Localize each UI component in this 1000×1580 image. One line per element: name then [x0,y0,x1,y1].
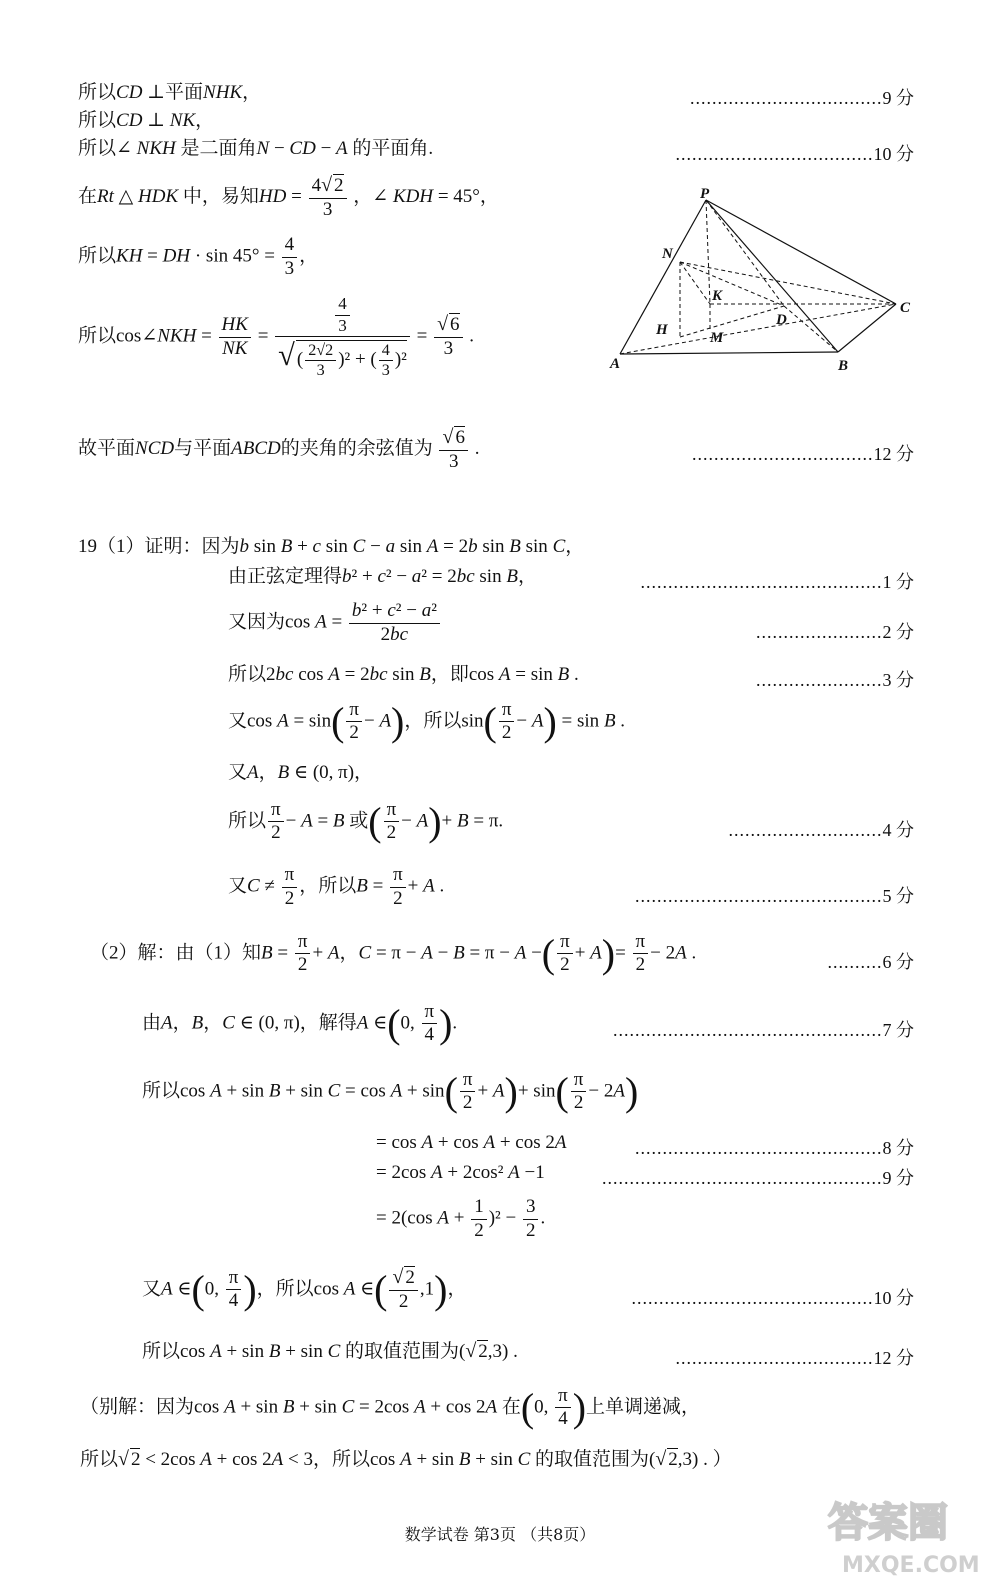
fraction-cos-big: $\frac{4}{3}$ √ ( $\frac{2√2}{3}$ )² + ( $\frac{4}{3}$ )² [275,294,410,381]
label-h: H [656,322,668,338]
q19-alt-1: （别解：因为cos A + sin B + sin C = 2cos A + cos 2A 在(0, $\frac{\pi}{4}$ )上单调递减， [80,1384,701,1430]
label-m: M [710,330,724,346]
score-marker: ...................................................9 分 [602,1168,914,1188]
q19-part2-step-6: 又A ∈(0, $\frac{\pi}{4}$ )，所以cos A ∈( $\frac{√ 2}{2}$ ,1)， [142,1266,467,1312]
score-marker: ....................................10 分 [675,144,914,164]
q19-part2-step-2: 所以cos A + sin B + sin C = cos A + sin( $\frac{\pi}{2}$ + A)+ sin( $\frac{\pi}{2}$ − 2A) [142,1068,639,1114]
proof-line-dihedral-angle: 所以∠ NKH 是二面角N − CD − A 的平面角. [78,138,434,159]
score-marker: ....................................12 分 [675,1348,914,1368]
proof-line-cd-perp-plane: 所以CD ⊥平面NHK， [78,82,262,103]
score-marker: ..........6 分 [827,952,914,972]
proof-line-cd-perp-nk: 所以CD ⊥ NK， [78,110,215,131]
watermark-text: 答案圈 [828,1500,948,1546]
q19-part2-step-7: 所以cos A + sin B + sin C 的取值范围为(√ 2,3) . [142,1340,518,1362]
q19-step-4: 又cos A = sin( $\frac{\pi}{2}$ − A)，所以sin( $\frac{\pi}{2}$ − A) = sin B . [228,698,626,744]
fraction-kh: $\frac{4}{3}$ [282,234,298,281]
q19-part2-step-5: = 2(cos A + $\frac{1}{2}$ )² − $\frac{3}{2}$ . [376,1196,546,1241]
label-n: N [662,246,673,262]
q19-step-6: 所以 $\frac{\pi}{2}$ − A = B 或( $\frac{\pi}{2}$ − A)+ B = π. [228,798,504,844]
label-k: K [712,288,723,304]
watermark-logo [822,1488,992,1580]
q19-step-1: 由正弦定理得b² + c² − a² = 2bc sin B， [228,566,537,587]
edge-nd [680,262,784,306]
q19-step-3: 所以2bc cos A = 2bc sin B，即cos A = sin B . [228,664,579,685]
score-marker: ............................4 分 [728,820,914,840]
edge-pc [706,200,896,304]
q19-step-5: 又A，B ∈ (0, π)， [228,762,374,783]
score-marker: ............................................10 分 [631,1288,914,1308]
q19-head: 19（1）证明：因为b sin B + c sin C − a sin A = 2b sin B sin C， [78,536,585,557]
score-marker: .................................................7 分 [613,1020,914,1040]
score-marker: .............................................5 分 [635,886,914,906]
proof-line-hd-value: 在Rt △ HDK 中，易知HD = $\frac{4√ 2}{3}$ ，∠ KDH = 45°， [78,174,499,220]
proof-line-cos-nkh: 所以cos∠NKH = $\frac{HK}{NK}$ = $\frac{4}{3}$ √ ( $\frac{2√2}{3}$ )² + ( $\frac{4}{3}$ )² = $\frac{√ 6}{3}$ . [78,294,475,380]
score-marker: .............................................8 分 [635,1138,914,1158]
proof-line-conclusion: 故平面NCD与平面ABCD的夹角的余弦值为 $\frac{√ 6}{3}$ . [78,426,480,472]
label-c: C [900,300,911,316]
fraction-hd: $\frac{4√ 2}{3}$ [309,174,347,222]
q19-part2-step-4: = 2cos A + 2cos² A −1 [376,1162,545,1183]
score-marker: ...................................9 分 [690,88,914,108]
score-marker: .................................12 分 [692,444,914,464]
edge-pk [706,200,710,304]
label-b: B [838,358,849,374]
edge-ab [620,352,838,354]
q19-part2-head: （2）解：由（1）知B = $\frac{\pi}{2}$ + A，C = π − A − B = π − A −( $\frac{\pi}{2}$ + A)= $\frac{\pi}{2}$ − 2A . [90,930,697,976]
q19-alt-2: 所以√ 2 < 2cos A + cos 2A < 3，所以cos A + sin B + sin C 的取值范围为(√ 2,3) . ） [80,1448,732,1470]
q19-part2-step-1: 由A，B，C ∈ (0, π)，解得A ∈(0, $\frac{\pi}{4}$ ). [142,1000,458,1046]
edge-bc [838,304,896,352]
score-marker: .......................2 分 [756,622,914,642]
page-footer: 数学试卷 第3页 （共8页） [404,1525,596,1544]
edge-pb [706,200,838,352]
q19-step-7: 又C ≠ $\frac{\pi}{2}$ ，所以B = $\frac{\pi}{2}$ + A . [228,864,445,909]
edge-db [784,306,838,352]
label-d: D [776,312,787,328]
score-marker: ............................................1 分 [640,572,914,592]
watermark-url: MXQE.COM [842,1553,980,1578]
q19-step-2: 又因为cos A = $\frac{\text{b² + c² − a²}}{2bc}$ [228,600,442,647]
label-a: A [610,356,621,372]
q19-part2-step-3: = cos A + cos A + cos 2A [376,1132,567,1153]
pyramid-figure [600,182,940,382]
proof-line-kh-value: 所以KH = DH · sin 45° = $\frac{4}{3}$ ， [78,234,319,279]
edge-hd [680,306,784,337]
score-marker: .......................3 分 [756,670,914,690]
label-p: P [700,186,710,202]
